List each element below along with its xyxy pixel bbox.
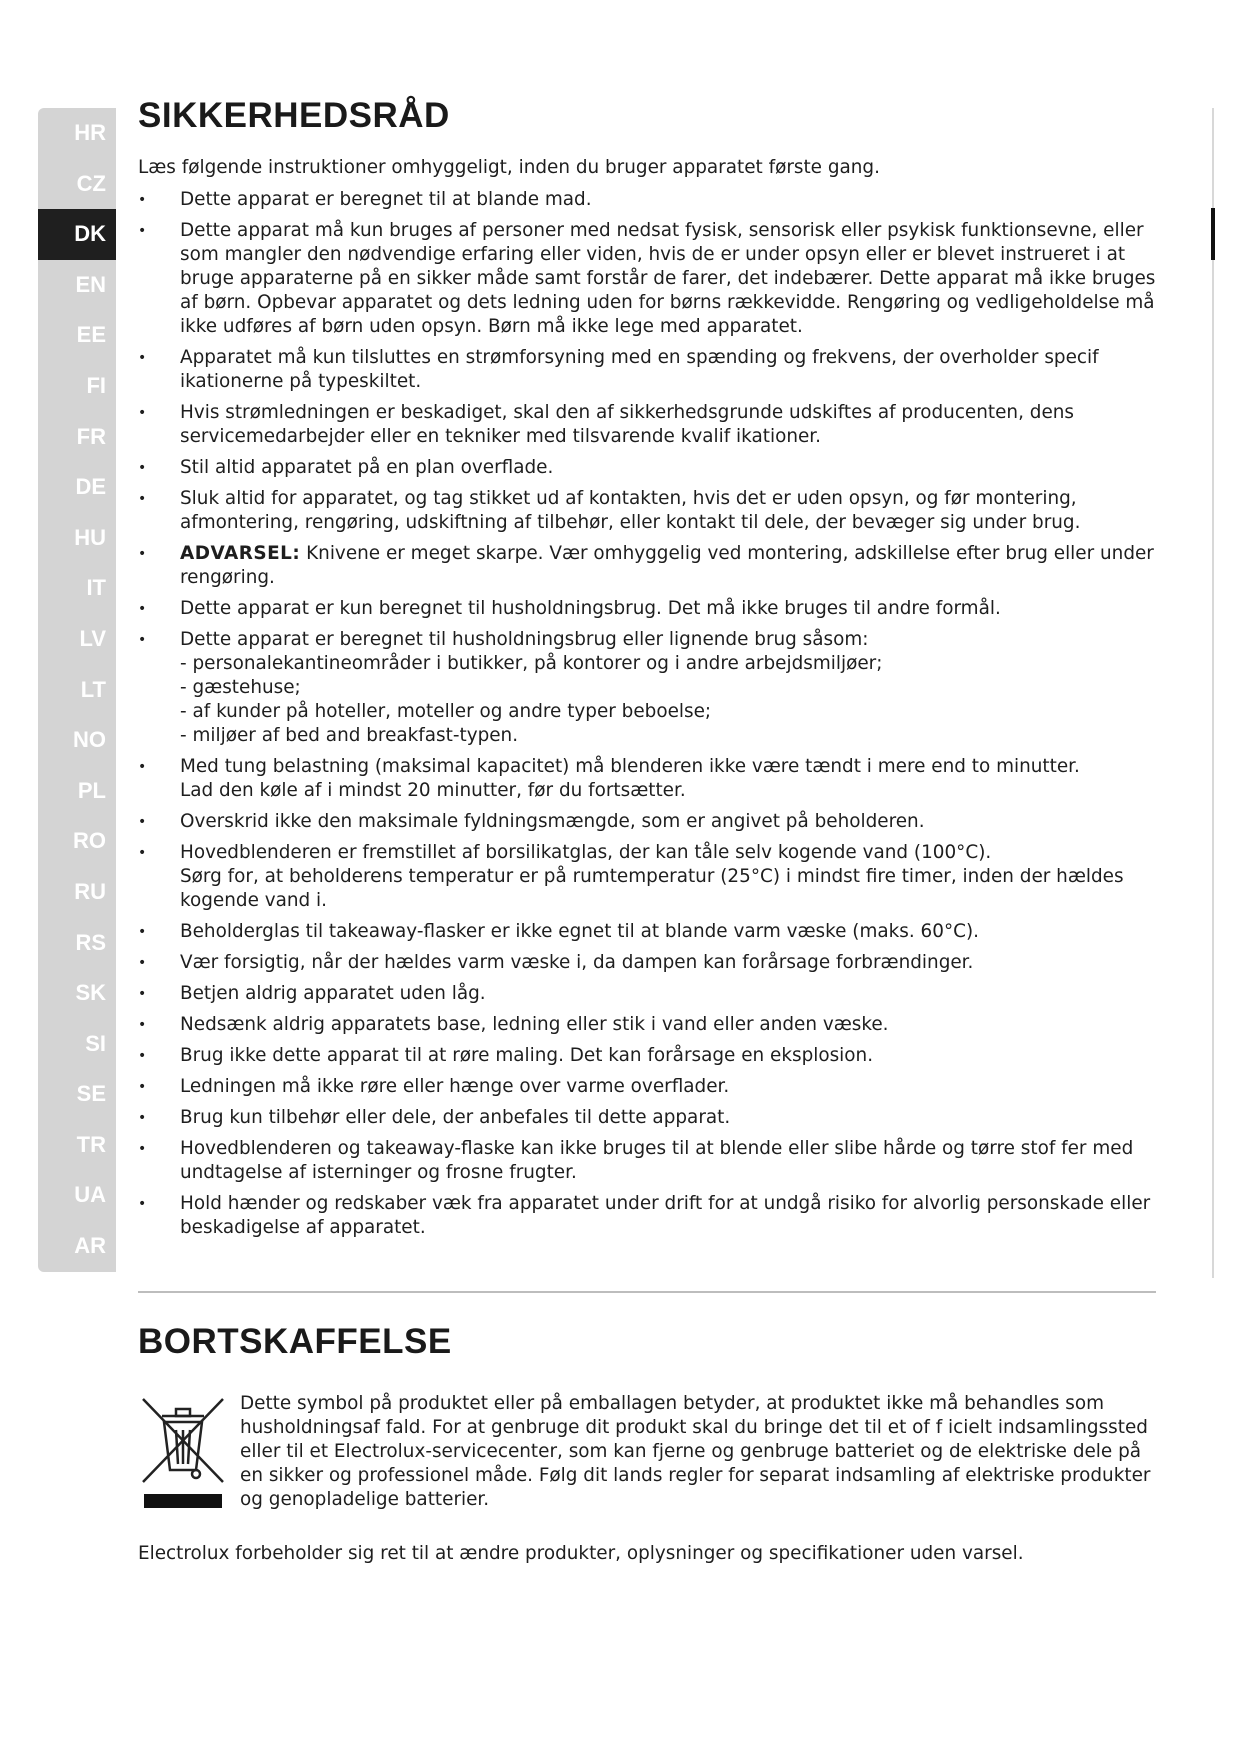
warning-label: ADVARSEL: bbox=[180, 543, 301, 564]
lang-tab-ua[interactable]: UA bbox=[74, 1182, 106, 1208]
safety-item: • Apparatet må kun tilsluttes en strømforsyning med en spænding og frekvens, der overholder specif ikationerne på typeskiltet. bbox=[138, 346, 1158, 394]
lang-tab-fi[interactable]: FI bbox=[86, 372, 106, 398]
section-divider bbox=[138, 1291, 1156, 1293]
lang-tab-ar[interactable]: AR bbox=[74, 1233, 106, 1259]
load-line-2: Lad den køle af i mindst 20 minutter, før du fortsætter. bbox=[180, 780, 686, 801]
disclaimer: Electrolux forbeholder sig ret til at ændre produkter, oplysninger og specifikationer uden varsel. bbox=[138, 1543, 1024, 1564]
safety-intro: Læs følgende instruktioner omhyggeligt, inden du bruger apparatet første gang. bbox=[138, 157, 880, 178]
similar-use-item: - miljøer af bed and breakfast-typen. bbox=[180, 725, 519, 746]
safety-item: • Beholderglas til takeaway-flasker er ikke egnet til at blande varm væske (maks. 60°C). bbox=[138, 920, 1158, 944]
safety-item: • Overskrid ikke den maksimale fyldningsmængde, som er angivet på beholderen. bbox=[138, 810, 1158, 834]
lang-tab-si[interactable]: SI bbox=[85, 1030, 106, 1056]
lang-tab-hr[interactable]: HR bbox=[74, 120, 106, 145]
safety-item: • Brug kun tilbehør eller dele, der anbefales til dette apparat. bbox=[138, 1106, 1158, 1130]
safety-item: • Nedsænk aldrig apparatets base, ledning eller stik i vand eller anden væske. bbox=[138, 1013, 1158, 1037]
disposal-text: Dette symbol på produktet eller på emballagen betyder, at produktet ikke må behandles som husholdningsaf fald. For at genbruge dit produkt skal du bringe det til et of f icielt indsamlingssted eller til et Electrolux-servicecenter, som kan fjerne og genbruge batteriet og de elektriske dele på en sikker og professionel måde. Følg dit lands regler for separat indsamling af elektriske produkter og genopladelige batterier. bbox=[240, 1393, 1151, 1510]
disposal-body bbox=[138, 1392, 1158, 1518]
lang-tab-de[interactable]: DE bbox=[75, 474, 106, 500]
language-tabs bbox=[38, 108, 116, 1272]
lang-tab-cz[interactable]: CZ bbox=[76, 170, 106, 196]
lang-tab-tr[interactable]: TR bbox=[76, 1131, 106, 1157]
lang-tab-rs[interactable]: RS bbox=[75, 929, 106, 955]
lang-tab-lt[interactable]: LT bbox=[80, 676, 106, 702]
safety-item: • Hovedblenderen og takeaway-flaske kan ikke bruges til at blende eller slibe hårde og tørre stof fer med undtagelse af isterninger og frosne frugter. bbox=[138, 1137, 1158, 1185]
lang-tab-ro[interactable]: RO bbox=[73, 828, 106, 854]
lang-tab-ee[interactable]: EE bbox=[76, 322, 106, 348]
safety-title: SIKKERHEDSRÅD bbox=[138, 96, 450, 135]
similar-use-item: - personalekantineområder i butikker, på kontorer og i andre arbejdsmiljøer; bbox=[180, 653, 883, 674]
lang-tab-pl[interactable]: PL bbox=[77, 777, 106, 803]
lang-tab-it[interactable]: IT bbox=[86, 575, 106, 601]
lang-tab-se[interactable]: SE bbox=[76, 1081, 106, 1107]
safety-item: • Brug ikke dette apparat til at røre maling. Det kan forårsage en eksplosion. bbox=[138, 1044, 1158, 1068]
safety-item: • Vær forsigtig, når der hældes varm væske i, da dampen kan forårsage forbrændinger. bbox=[138, 951, 1158, 975]
right-margin-rule bbox=[1212, 108, 1214, 1278]
lang-tab-en[interactable]: EN bbox=[75, 271, 106, 297]
load-line-1: • Med tung belastning (maksimal kapacitet) må blenderen ikke være tændt i mere end to minutter. bbox=[180, 756, 1080, 777]
safety-item: • Sluk altid for apparatet, og tag stikket ud af kontakten, hvis det er uden opsyn, og før montering, afmontering, rengøring, udskiftning af tilbehør, eller kontakt til dele, der bevæger sig under brug. bbox=[138, 487, 1158, 535]
similar-use-item: - af kunder på hoteller, moteller og andre typer beboelse; bbox=[180, 701, 712, 722]
safety-item-similar-use bbox=[138, 628, 1158, 748]
warning-text: Knivene er meget skarpe. Vær omhyggelig ved montering, adskillelse efter brug eller under rengøring. bbox=[180, 543, 1154, 588]
similar-use-intro: • Dette apparat er beregnet til husholdningsbrug eller lignende brug såsom: bbox=[180, 629, 869, 650]
safety-item: • Dette apparat må kun bruges af personer med nedsat fysisk, sensorisk eller psykisk funktionsevne, eller som mangler den nødvendige erfaring eller viden, hvis de er under opsyn eller er blevet instrueret i at bruge apparaterne på en sikker måde samt forstår de farer, det indebærer. Dette apparat må ikke bruges af børn. Opbevar apparatet og dets ledning uden for børns rækkevidde. Rengøring og vedligeholdelse må ikke udføres af børn uden opsyn. Børn må ikke lege med apparatet. bbox=[138, 219, 1158, 339]
safety-item-load bbox=[138, 755, 1158, 803]
lang-tab-no[interactable]: NO bbox=[73, 727, 106, 753]
lang-tab-ru[interactable]: RU bbox=[74, 878, 106, 904]
lang-tab-dk[interactable]: DK bbox=[38, 209, 116, 260]
similar-use-item: - gæstehuse; bbox=[180, 677, 301, 698]
lang-tab-lv[interactable]: LV bbox=[79, 625, 106, 651]
safety-item: • Stil altid apparatet på en plan overflade. bbox=[138, 456, 1158, 480]
lang-tab-hu[interactable]: HU bbox=[74, 524, 106, 550]
safety-item: • Dette apparat er beregnet til at blande mad. bbox=[138, 188, 1158, 212]
lang-tab-fr[interactable]: FR bbox=[76, 423, 106, 449]
safety-section bbox=[138, 96, 1158, 1247]
safety-item: • Hold hænder og redskaber væk fra apparatet under drift for at undgå risiko for alvorlig personskade eller beskadigelse af apparatet. bbox=[138, 1192, 1158, 1240]
safety-item: • Hvis strømledningen er beskadiget, skal den af sikkerhedsgrunde udskiftes af producenten, dens servicemedarbejder eller en tekniker med tilsvarende kvalif ikationer. bbox=[138, 401, 1158, 449]
glass-line-1: • Hovedblenderen er fremstillet af borsilikatglas, der kan tåle selv kogende vand (100°C). bbox=[180, 842, 992, 863]
safety-list bbox=[138, 188, 1158, 1240]
safety-item-glass bbox=[138, 841, 1158, 913]
glass-line-2: Sørg for, at beholderens temperatur er på rumtemperatur (25°C) i mindst fire timer, inden der hældes kogende vand i. bbox=[180, 866, 1124, 911]
safety-item: • Ledningen må ikke røre eller hænge over varme overflader. bbox=[138, 1075, 1158, 1099]
crossed-out-wheelie-bin-icon bbox=[138, 1394, 238, 1518]
lang-tab-sk[interactable]: SK bbox=[75, 980, 106, 1006]
right-margin-marker bbox=[1211, 208, 1215, 260]
safety-item: • Dette apparat er kun beregnet til husholdningsbrug. Det må ikke bruges til andre formål. bbox=[138, 597, 1158, 621]
safety-item-warning bbox=[138, 542, 1158, 590]
disposal-section bbox=[138, 1322, 1158, 1566]
disposal-title: BORTSKAFFELSE bbox=[138, 1322, 452, 1361]
safety-item: • Betjen aldrig apparatet uden låg. bbox=[138, 982, 1158, 1006]
